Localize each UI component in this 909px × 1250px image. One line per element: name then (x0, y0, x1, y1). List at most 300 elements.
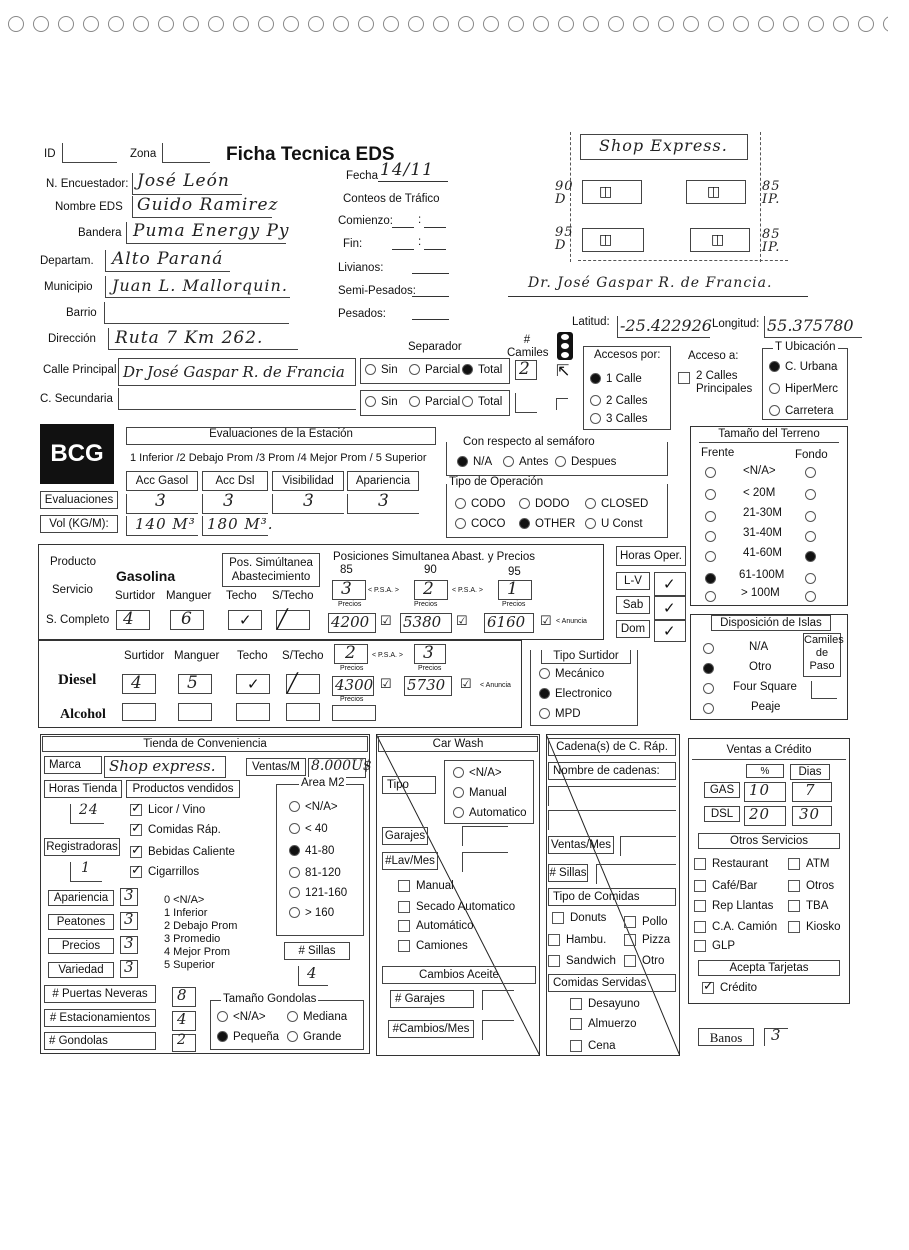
producto-label: Producto (50, 556, 97, 568)
nombre-eds-value: Guido Ramirez (137, 195, 279, 215)
sketch-left-top: 90 D (555, 179, 574, 207)
posiciones-precios-label: Posiciones Simultanea Abast. y Precios (333, 551, 535, 563)
psa-label: < P.S.A. > (368, 587, 400, 594)
operacion-dodo[interactable]: DODO (519, 498, 570, 510)
terreno-option: 41-60M (743, 547, 782, 559)
carwash-opt-camiones[interactable]: Camiones (398, 940, 468, 952)
diesel-manguer-header: Manguer (174, 650, 220, 662)
gasolina-label: Gasolina (116, 568, 176, 584)
anuncia-check-icon[interactable]: ☑ (380, 676, 392, 691)
direccion-field[interactable] (108, 328, 298, 350)
separador-sin-2[interactable]: Sin (365, 396, 398, 408)
gondola-grande[interactable]: Grande (287, 1031, 341, 1043)
ubicacion-section (762, 341, 848, 420)
cadena-nombre-label: Nombre de cadenas: (548, 762, 676, 780)
camiles-paso-field[interactable] (811, 681, 837, 699)
vol-dsl[interactable]: 180 M³. (202, 516, 268, 536)
carwash-garajes-field[interactable] (462, 826, 508, 846)
semaforo-section (446, 436, 668, 476)
producto-cigarrillos[interactable]: ✓Cigarrillos (130, 866, 199, 878)
frente-label: Frente (701, 447, 735, 459)
sketch-island-1: ◫ (582, 180, 642, 204)
horas-sab: Sab (616, 596, 650, 614)
diesel-stecho-header: S/Techo (282, 650, 324, 662)
carwash-tipo-section (444, 760, 534, 824)
terreno-option: > 100M (741, 587, 780, 599)
operacion-closed[interactable]: CLOSED (585, 498, 648, 510)
diesel-stecho[interactable]: ╱ (286, 674, 320, 694)
alcohol-stecho[interactable] (286, 703, 320, 721)
otros-tba[interactable]: TBA (788, 900, 828, 912)
separador-total[interactable]: Total (462, 364, 502, 376)
surtidor-electronico[interactable]: Electronico (539, 688, 612, 700)
otros-ca-camion[interactable]: C.A. Camión (694, 921, 777, 933)
marca-label: Marca (44, 756, 102, 774)
gondola-na[interactable]: <N/A> (217, 1011, 266, 1023)
gondola-pequena[interactable]: Pequeña (217, 1031, 279, 1043)
encuestador-label: N. Encuestador: (46, 178, 129, 190)
horas-tienda-field[interactable]: 24 (70, 804, 104, 824)
comida-donuts[interactable]: Donuts (552, 912, 606, 924)
separador-principal (360, 358, 510, 384)
servida-almuerzo[interactable]: Almuerzo (570, 1018, 637, 1030)
encuestador-value: José León (137, 171, 230, 191)
diesel-label: Diesel (58, 672, 97, 688)
zona-field[interactable] (162, 143, 210, 163)
terreno-option: 21-30M (743, 507, 782, 519)
ventas-field[interactable]: 8.000U$ (308, 758, 366, 778)
departamento-label: Departam. (40, 255, 94, 267)
producto-bebidas[interactable]: ✓Bebidas Caliente (130, 846, 235, 858)
cadena-nombre-field-2[interactable] (548, 810, 676, 830)
techo-check[interactable]: ✓ (228, 610, 262, 630)
latitud-value: -25.422926 (620, 316, 712, 335)
productos-label: Productos vendidos (126, 780, 240, 798)
cadena-sillas-label: # Sillas (548, 864, 588, 882)
sketch-shop-text: Shop Express. (599, 136, 728, 155)
area-40[interactable]: < 40 (289, 823, 328, 835)
diesel-techo[interactable]: ✓ (236, 674, 270, 694)
diesel-surtidor[interactable]: 4 (122, 674, 156, 694)
islas-title: Disposición de Islas (711, 615, 831, 631)
ubicacion-urbana[interactable]: C. Urbana (769, 361, 837, 373)
separador-parcial[interactable]: Parcial (409, 364, 460, 376)
psa-label: < P.S.A. > (372, 652, 404, 659)
anuncia-check-icon[interactable]: ☑ (456, 613, 468, 628)
carwash-opt-secado[interactable]: Secado Automatico (398, 901, 515, 913)
islas-otro[interactable] (703, 663, 719, 675)
credito-gas-pct[interactable]: 10 (744, 782, 786, 802)
credito-dsl-dias[interactable]: 30 (792, 806, 832, 826)
eval-apariencia[interactable]: 3 (347, 494, 419, 514)
nombre-eds-label: Nombre EDS (55, 201, 123, 213)
acceso-a-option[interactable]: 2 Calles Principales (678, 370, 758, 396)
octane-90: 90 (424, 564, 437, 576)
municipio-label: Municipio (44, 281, 93, 293)
diesel-precio-1[interactable]: 4300 (332, 676, 374, 696)
departamento-field[interactable] (105, 250, 230, 272)
carwash-title: Car Wash (378, 736, 538, 752)
tipo-surtidor-section (530, 650, 638, 726)
evaluaciones-scale: 1 Inferior /2 Debajo Prom /3 Prom /4 Mejor Prom / 5 Superior (130, 452, 427, 464)
terreno-option: 61-100M (739, 569, 785, 581)
diesel-manguer[interactable]: 5 (178, 674, 212, 694)
pesados-label: Pesados: (338, 308, 386, 320)
arrow-icon: ⇱ (556, 363, 570, 380)
id-label: ID (44, 148, 56, 160)
vol-label: Vol (KG/M): (40, 515, 118, 533)
time-separator: : (418, 214, 422, 226)
direccion-value: Ruta 7 Km 262. (115, 328, 264, 348)
horas-tienda-label: Horas Tienda (44, 780, 122, 798)
techo-header: Techo (226, 590, 257, 602)
calle-secundaria-field[interactable] (118, 388, 356, 410)
servicio-label: Servicio (52, 584, 93, 596)
rating-apariencia[interactable]: 3 (120, 888, 138, 906)
rating-scale: 0 <N/A> 1 Inferior 2 Debajo Prom 3 Promedio 4 Mejor Prom 5 Superior (164, 894, 238, 971)
estacionamientos-field[interactable]: 4 (172, 1011, 196, 1031)
tipo-surtidor-label: Tipo Surtidor (541, 650, 631, 664)
anuncia-label: < Anuncia (556, 618, 587, 625)
credito-pct-header: % (746, 764, 784, 778)
gondola-mediana[interactable]: Mediana (287, 1011, 347, 1023)
precios-label: Precios (338, 601, 362, 608)
horas-oper-title: Horas Oper. (616, 546, 686, 566)
camiles-field[interactable] (515, 360, 537, 380)
terreno-option: < 20M (743, 487, 776, 499)
alcohol-techo[interactable] (236, 703, 270, 721)
manguer-field[interactable]: 6 (170, 610, 204, 630)
eval-header-visibilidad: Visibilidad (272, 471, 344, 491)
horas-dom: Dom (616, 620, 650, 638)
cadena-ventas-label: Ventas/Mes (548, 836, 614, 854)
semaforo-despues[interactable]: Despues (555, 456, 616, 468)
calle-principal-field[interactable] (118, 358, 356, 386)
pos-simultanea-label: Pos. Simúltanea Abastecimiento (222, 553, 320, 587)
octane-95: 95 (508, 566, 521, 578)
banos-field[interactable]: 3 (764, 1028, 788, 1046)
anuncia-check-icon[interactable]: ☑ (380, 613, 392, 628)
ubicacion-label: T Ubicación (775, 341, 836, 353)
cadena-title: Cadena(s) de C. Ráp. (548, 738, 676, 756)
comienzo-label: Comienzo: (338, 215, 393, 227)
precios-label: Precios (340, 665, 364, 672)
gondolas-size-section (210, 993, 364, 1050)
precio-95[interactable]: 6160 (484, 613, 534, 633)
accesos-label: Accesos por: (594, 349, 661, 361)
eval-header-acc-gasol: Acc Gasol (126, 471, 198, 491)
islas-option: Four Square (733, 681, 797, 693)
eval-header-apariencia: Apariencia (347, 471, 419, 491)
horas-lv-check[interactable]: ✓ (654, 572, 686, 596)
gondolas-size-label: Tamaño Gondolas (223, 993, 317, 1005)
camiles-label: # Camiles (507, 334, 549, 359)
stecho-header: S/Techo (272, 590, 314, 602)
area-label: Area M2 (301, 777, 345, 789)
latitud-field[interactable] (617, 316, 710, 338)
surtidor-mecanico[interactable]: Mecánico (539, 668, 604, 680)
banos-label: Banos (698, 1028, 754, 1046)
precios-label: Precios (502, 601, 526, 608)
anuncia-check-icon[interactable]: ☑ (540, 613, 552, 628)
gondolas-field[interactable]: 2 (172, 1034, 196, 1052)
separador-sin[interactable]: Sin (365, 364, 398, 376)
conteos-label: Conteos de Tráfico (343, 193, 440, 205)
area-160[interactable]: > 160 (289, 907, 334, 919)
id-field[interactable] (62, 143, 117, 163)
barrio-label: Barrio (66, 307, 97, 319)
longitud-value: 55.375780 (767, 316, 854, 335)
carwash-lav-label: #Lav/Mes (382, 852, 438, 870)
otros-rep-llantas[interactable]: Rep Llantas (694, 900, 773, 912)
semaforo-antes[interactable]: Antes (503, 456, 548, 468)
alcohol-precio[interactable] (332, 705, 376, 721)
otros-otros[interactable]: Otros (788, 880, 834, 892)
semipesados-label: Semi-Pesados: (338, 285, 416, 297)
rating-variedad-label: Variedad (48, 962, 114, 978)
otros-title: Otros Servicios (698, 833, 840, 849)
operacion-coco[interactable]: COCO (455, 518, 506, 530)
puertas-neveras-field[interactable]: 8 (172, 987, 196, 1007)
accesos-section (583, 346, 671, 430)
comida-hambu[interactable]: Hambu. (548, 934, 606, 946)
horas-lv: L-V (616, 572, 650, 590)
livianos-label: Livianos: (338, 262, 384, 274)
aceite-garajes-field[interactable] (482, 990, 514, 1010)
pos-90[interactable]: 2 (414, 580, 448, 600)
rating-precios-label: Precios (48, 938, 114, 954)
separador-parcial-2[interactable]: Parcial (409, 396, 460, 408)
diesel-pos-1[interactable]: 2 (334, 644, 368, 664)
ubicacion-carretera[interactable]: Carretera (769, 405, 834, 417)
evaluaciones-row-label: Evaluaciones (40, 491, 118, 509)
barrio-field[interactable] (104, 302, 289, 324)
carwash-tipo-label: Tipo (382, 776, 436, 794)
separador-label: Separador (408, 341, 462, 353)
sketch-street: Dr. José Gaspar R. de Francia. (528, 275, 773, 291)
registradoras-field[interactable]: 1 (70, 862, 102, 882)
evaluaciones-title: Evaluaciones de la Estación (126, 427, 436, 445)
zona-label: Zona (130, 148, 157, 160)
operacion-uconst[interactable]: U Const (585, 518, 643, 530)
octane-85: 85 (340, 564, 353, 576)
camiles-field-2[interactable] (515, 393, 537, 413)
sketch-shop-box (580, 134, 748, 160)
comida-pollo[interactable]: Pollo (624, 916, 668, 928)
diesel-precio-2[interactable]: 5730 (404, 676, 452, 696)
sketch-right-line (760, 132, 761, 262)
carwash-manual[interactable]: Manual (453, 787, 507, 799)
encuestador-field[interactable] (132, 173, 242, 195)
tienda-sillas-label: # Sillas (284, 942, 350, 960)
islas-option: N/A (749, 641, 769, 653)
aceite-garajes-label: # Garajes (390, 990, 474, 1008)
acceso-3-calles[interactable]: 3 Calles (590, 413, 648, 425)
diesel-pos-2[interactable]: 3 (414, 644, 446, 664)
sketch-island-2: ◫ (686, 180, 746, 204)
terreno-option: 31-40M (743, 527, 782, 539)
islas-section (690, 614, 848, 720)
producto-comidas[interactable]: ✓Comidas Ráp. (130, 824, 221, 836)
surtidor-header: Surtidor (115, 590, 156, 602)
fecha-label: Fecha (346, 170, 378, 182)
calle-principal-value: Dr José Gaspar R. de Francia (123, 363, 345, 381)
tarjetas-title: Acepta Tarjetas (698, 960, 840, 976)
latitud-label: Latitud: (572, 316, 610, 328)
sketch-right-bottom: 85 IP. (762, 227, 781, 255)
islas-option: Peaje (751, 701, 781, 713)
bandera-label: Bandera (78, 227, 122, 239)
gondolas-label: # Gondolas (44, 1032, 156, 1050)
checkbox-icon[interactable] (556, 398, 568, 410)
municipio-field[interactable] (105, 276, 290, 298)
semaforo-label: Con respecto al semáforo (463, 436, 595, 448)
terreno-section (690, 426, 848, 606)
bandera-value: Puma Energy Py (133, 221, 290, 241)
operacion-other[interactable]: OTHER (519, 518, 575, 530)
time-separator: : (418, 236, 422, 248)
otros-cafe[interactable]: Café/Bar (694, 880, 757, 892)
scompleto-label: S. Completo (46, 614, 110, 626)
area-section (276, 777, 364, 936)
traffic-light-icon (557, 332, 573, 360)
eval-acc-gasol[interactable]: 3 (126, 494, 198, 514)
bandera-field[interactable] (126, 221, 290, 244)
cadena-servidas-label: Comidas Servidas (548, 974, 676, 992)
precios-label: Precios (340, 696, 364, 703)
alcohol-surtidor[interactable] (122, 703, 156, 721)
carwash-opt-manual[interactable]: Manual (398, 880, 454, 892)
precio-85[interactable]: 4200 (328, 613, 376, 633)
otros-atm[interactable]: ATM (788, 858, 829, 870)
otros-kiosko[interactable]: Kiosko (788, 921, 841, 933)
carwash-automatico[interactable]: Automatico (453, 807, 527, 819)
islas-peaje[interactable] (703, 703, 719, 715)
camiles-paso: Camiles de Paso (803, 633, 841, 677)
aceite-title: Cambios Aceite (382, 966, 536, 984)
ubicacion-hipermerc[interactable]: HiperMerc (769, 383, 838, 395)
cadena-nombre-field-1[interactable] (548, 786, 676, 806)
precio-90[interactable]: 5380 (400, 613, 452, 633)
direccion-label: Dirección (48, 333, 96, 345)
estacionamientos-label: # Estacionamientos (44, 1009, 156, 1027)
ventas-label: Ventas/M (246, 758, 306, 776)
carwash-lav-field[interactable] (462, 852, 508, 872)
longitud-label: Longitud: (712, 318, 760, 330)
pos-85[interactable]: 3 (332, 580, 366, 600)
horas-dom-check[interactable]: ✓ (654, 620, 686, 642)
carwash-opt-automatico[interactable]: Automático (398, 920, 474, 932)
servida-cena[interactable]: Cena (570, 1040, 616, 1052)
bcg-logo: BCG (40, 424, 114, 484)
tienda-sillas-field[interactable]: 4 (298, 966, 328, 986)
eval-acc-dsl[interactable]: 3 (202, 494, 268, 514)
islas-na[interactable] (703, 643, 719, 655)
cadena-tipo-label: Tipo de Comidas (548, 888, 676, 906)
credito-title: Ventas a Crédito (692, 742, 846, 760)
horas-sab-check[interactable]: ✓ (654, 596, 686, 620)
credito-gas-dias[interactable]: 7 (792, 782, 832, 802)
area-81-120[interactable]: 81-120 (289, 867, 341, 879)
separador-total-2[interactable]: Total (462, 396, 502, 408)
nombre-eds-field[interactable] (132, 195, 279, 218)
tienda-title: Tienda de Conveniencia (42, 736, 368, 752)
acceso-1-calle[interactable]: 1 Calle (590, 373, 642, 385)
rating-peatones-label: Peatones (48, 914, 114, 930)
credito-dsl-pct[interactable]: 20 (744, 806, 786, 826)
operacion-codo[interactable]: CODO (455, 498, 506, 510)
area-na[interactable]: <N/A> (289, 801, 338, 813)
sketch-left-bottom: 95 D (555, 225, 574, 253)
rating-peatones[interactable]: 3 (120, 912, 138, 930)
operacion-section (446, 476, 668, 538)
semaforo-na[interactable]: N/A (457, 456, 492, 468)
islas-option: Otro (749, 661, 772, 673)
servida-desayuno[interactable]: Desayuno (570, 998, 640, 1010)
sketch-right-top: 85 IP. (762, 179, 781, 207)
area-41-80[interactable]: 41-80 (289, 845, 334, 857)
surtidor-mpd[interactable]: MPD (539, 708, 581, 720)
alcohol-manguer[interactable] (178, 703, 212, 721)
carwash-na[interactable]: <N/A> (453, 767, 502, 779)
fin-label: Fin: (343, 238, 363, 250)
producto-licor[interactable]: ✓ Licor / Vino (130, 804, 205, 816)
comida-otro[interactable]: Otro (624, 955, 664, 967)
rating-apariencia-label: Apariencia (48, 890, 114, 906)
acceso-2-calles[interactable]: 2 Calles (590, 395, 648, 407)
psa-label: < P.S.A. > (452, 587, 484, 594)
operacion-label: Tipo de Operación (449, 476, 544, 488)
cadena-sillas-field[interactable] (596, 864, 676, 884)
comida-sandwich[interactable]: Sandwich (548, 955, 616, 967)
sketch-road-line (578, 260, 788, 261)
precios-label: Precios (414, 601, 438, 608)
tarjeta-credito[interactable]: ✓Crédito (702, 982, 757, 994)
carwash-garajes-label: Garajes (382, 827, 428, 845)
eval-visibilidad[interactable]: 3 (272, 494, 344, 514)
separador-secundaria (360, 390, 510, 416)
stecho-check[interactable]: ╱ (276, 610, 310, 630)
area-121-160[interactable]: 121-160 (289, 887, 347, 899)
rating-precios[interactable]: 3 (120, 936, 138, 954)
fondo-label: Fondo (795, 449, 828, 461)
aceite-cambios-field[interactable] (482, 1020, 514, 1040)
otros-restaurant[interactable]: Restaurant (694, 858, 768, 870)
spiral-binding (8, 16, 888, 36)
comida-pizza[interactable]: Pizza (624, 934, 670, 946)
alcohol-label: Alcohol (60, 707, 106, 722)
precios-label: Precios (418, 665, 442, 672)
sketch-island-3: ◫ (582, 228, 644, 252)
cadena-ventas-field[interactable] (620, 836, 676, 856)
credito-dsl-label: DSL (704, 806, 740, 822)
islas-four-square[interactable] (703, 683, 719, 695)
longitud-field[interactable] (764, 316, 862, 338)
anuncia-check-icon[interactable]: ☑ (460, 676, 472, 691)
otros-glp[interactable]: GLP (694, 940, 735, 952)
page-title: Ficha Tecnica EDS (226, 144, 395, 165)
credito-gas-label: GAS (704, 782, 740, 798)
fecha-value[interactable]: 14/11 (380, 160, 434, 180)
camiles-value: 2 (519, 359, 531, 379)
vol-gasol[interactable]: 140 M³ (126, 516, 198, 536)
acceso-a-label: Acceso a: (688, 350, 739, 362)
manguer-header: Manguer (166, 590, 212, 602)
pos-95[interactable]: 1 (498, 580, 532, 600)
surtidor-field[interactable]: 4 (116, 610, 150, 630)
rating-variedad[interactable]: 3 (120, 960, 138, 978)
marca-field[interactable]: Shop express. (104, 756, 226, 778)
